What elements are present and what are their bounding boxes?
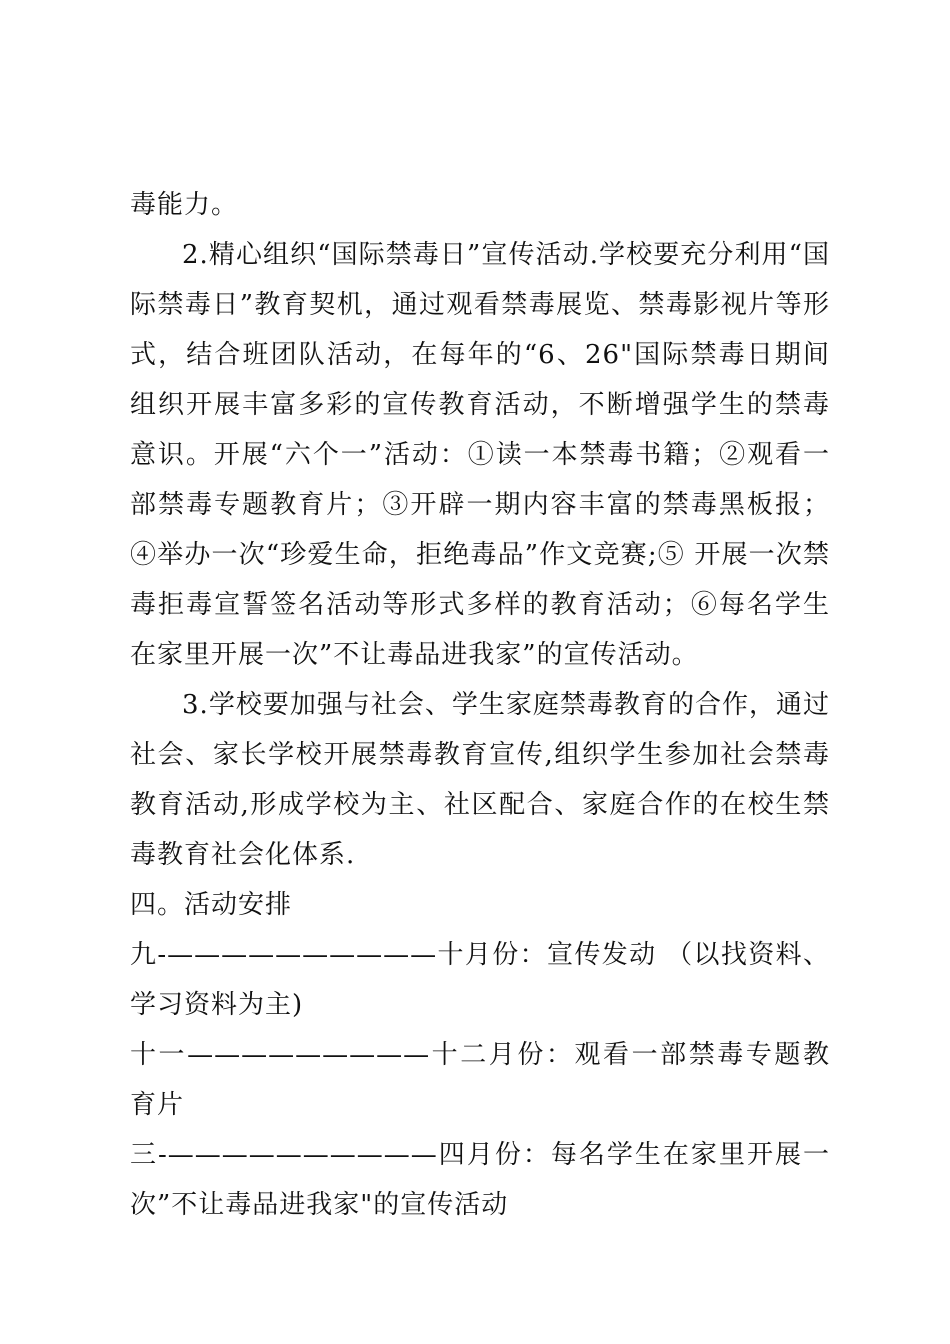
paragraph-item-3: 3.学校要加强与社会、学生家庭禁毒教育的合作，通过社会、家长学校开展禁毒教育宣传,组织学生参加社会禁毒教育活动,形成学校为主、社区配合、家庭合作的在校生禁毒教育社会化体系. xyxy=(130,690,830,870)
section-heading: 四。活动安排 xyxy=(130,890,293,920)
paragraph-continuation: 毒能力。 xyxy=(130,190,239,220)
schedule-line-3: 三-——————————四月份：每名学生在家里开展一次”不让毒品进我家"的宣传活动 xyxy=(130,1140,830,1220)
paragraph-item-2: 2.精心组织“国际禁毒日”宣传活动.学校要充分利用“国际禁毒日”教育契机，通过观看禁毒展览、禁毒影视片等形式，结合班团队活动，在每年的“6、26"国际禁毒日期间组织开展丰富多彩的宣传教育活动，不断增强学生的禁毒意识。开展“六个一”活动：①读一本禁毒书籍；②观看一部禁毒专题教育片；③开辟一期内容丰富的禁毒黑板报；④举办一次“珍爱生命，拒绝毒品”作文竞赛;⑤ 开展一次禁毒拒毒宣誓签名活动等形式多样的教育活动；⑥每名学生在家里开展一次”不让毒品进我家”的宣传活动。 xyxy=(130,240,830,670)
schedule-line-1: 九-——————————十月份：宣传发动 （以找资料、学习资料为主) xyxy=(130,940,830,1020)
schedule-line-2: 十一—————————十二月份：观看一部禁毒专题教育片 xyxy=(130,1040,830,1120)
document-body xyxy=(130,180,830,1230)
